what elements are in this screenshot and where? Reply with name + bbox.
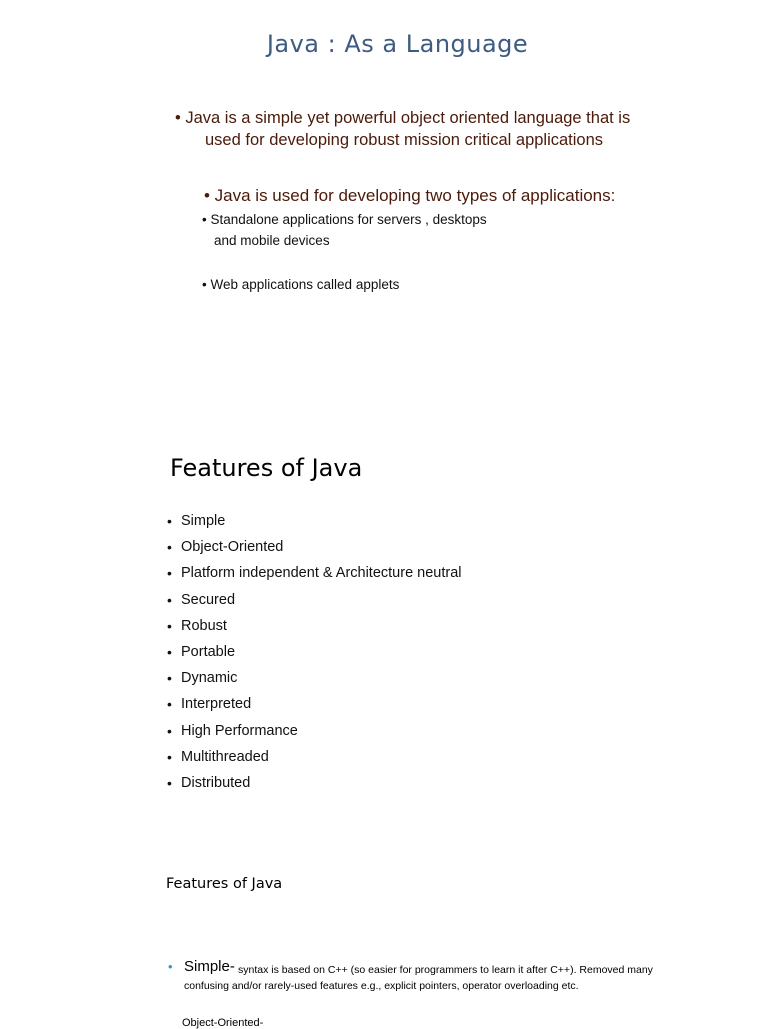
- simple-description: [184, 962, 684, 994]
- bullet-icon: •: [167, 565, 172, 582]
- feature-item: [165, 719, 462, 745]
- bullet-icon: •: [167, 696, 172, 713]
- standalone-line-1: • Standalone applications for servers , desktops: [202, 212, 487, 227]
- feature-label: High Performance: [181, 722, 298, 739]
- feature-item: [165, 771, 462, 797]
- feature-label: Dynamic: [181, 670, 238, 687]
- features-list: [165, 509, 462, 797]
- bullet-icon: •: [167, 748, 172, 765]
- feature-label: Object-Oriented: [181, 539, 284, 556]
- feature-item: [165, 666, 462, 692]
- feature-label: Distributed: [181, 774, 251, 791]
- feature-label: Interpreted: [181, 696, 252, 713]
- object-oriented-detail-partial: Object-Oriented-: [182, 1017, 264, 1029]
- bullet-icon: •: [167, 643, 172, 660]
- feature-label: Multithreaded: [181, 748, 269, 765]
- feature-item: [165, 745, 462, 771]
- bullet-icon: •: [167, 617, 172, 634]
- intro-line-2: used for developing robust mission critical applications: [205, 131, 604, 149]
- feature-label: Robust: [181, 617, 227, 634]
- feature-label: Secured: [181, 591, 236, 608]
- feature-item: [165, 535, 462, 561]
- standalone-line-2: and mobile devices: [214, 233, 330, 248]
- bullet-icon: •: [167, 591, 172, 608]
- feature-label: Platform independent & Architecture neutral: [181, 565, 462, 582]
- simple-description-line-2: confusing and/or rarely-used features e.g., explicit pointers, operator overloading etc.: [184, 980, 579, 992]
- intro-paragraph: [175, 107, 695, 151]
- features-title: Features of Java: [170, 454, 363, 482]
- feature-item: [165, 509, 462, 535]
- feature-label: Simple: [181, 513, 226, 529]
- simple-heading: Simple-: [184, 958, 235, 975]
- slide-title-java-language: Java : As a Language: [266, 30, 529, 58]
- feature-item: [165, 561, 462, 587]
- feature-item: [165, 614, 462, 640]
- web-applications-item: • Web applications called applets: [202, 277, 400, 292]
- bullet-icon: •: [167, 539, 172, 556]
- bullet-icon: •: [167, 774, 172, 791]
- bullet-icon: •: [168, 959, 173, 974]
- feature-item: [165, 588, 462, 614]
- features-detail-title: Features of Java: [166, 876, 283, 892]
- bullet-icon: •: [167, 670, 172, 687]
- bullet-icon: •: [167, 513, 172, 529]
- application-types-heading: • Java is used for developing two types of applications:: [204, 186, 616, 205]
- bullet-icon: •: [167, 722, 172, 739]
- feature-item: [165, 640, 462, 666]
- feature-item: [165, 692, 462, 718]
- intro-line-1: • Java is a simple yet powerful object oriented language that is: [175, 109, 631, 127]
- standalone-applications-item: [202, 209, 487, 251]
- simple-description-line-1: syntax is based on C++ (so easier for programmers to learn it after C++). Removed many: [238, 964, 653, 976]
- feature-label: Portable: [181, 643, 236, 660]
